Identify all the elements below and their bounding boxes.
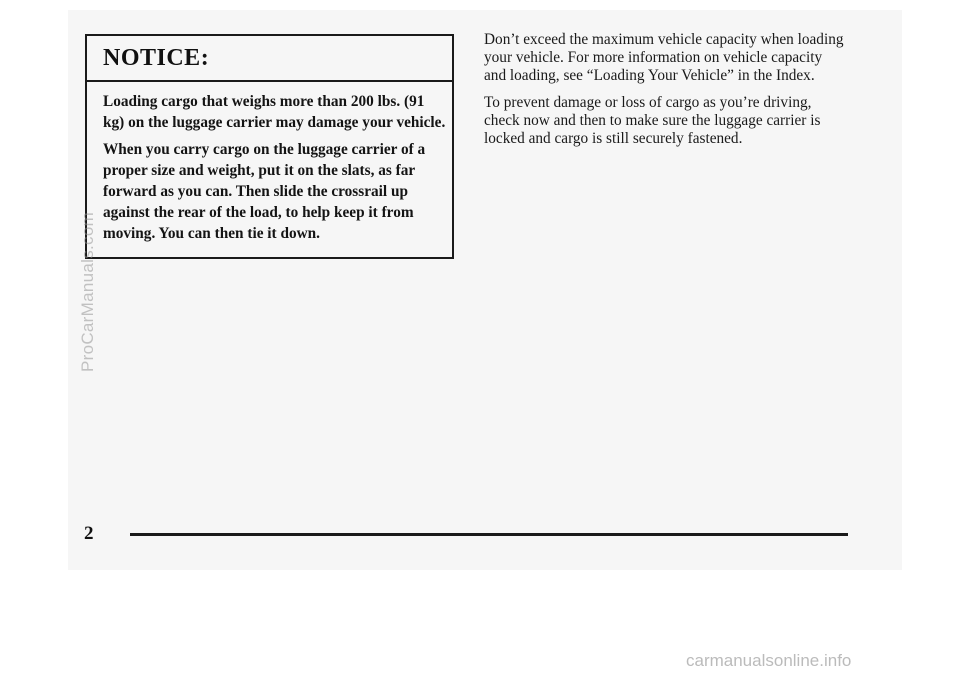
notice-paragraph-loading-instructions: When you carry cargo on the luggage carrier of a proper size and weight, put it on the slats, as far forward as you can. Then slide the crossrail up against the rear of the load, to help keep it from moving. You can then tie it down.: [103, 141, 426, 242]
watermark-procarmanuals: ProCarManuals.com: [78, 211, 97, 372]
paragraph-prevent-damage: To prevent damage or loss of cargo as you’re driving, check now and then to make sure the luggage carrier is locked and cargo is still securely fastened.: [484, 94, 821, 147]
paragraph-vehicle-capacity: Don’t exceed the maximum vehicle capacity when loading your vehicle. For more information on vehicle capacity and loading, see “Loading Your Vehicle” in the Index.: [484, 31, 844, 84]
footer-rule: [130, 533, 848, 536]
notice-title: NOTICE:: [103, 45, 210, 71]
notice-box: [85, 34, 454, 259]
right-column-text: [484, 31, 844, 157]
notice-body: [103, 91, 449, 250]
notice-paragraph-weight-limit: Loading cargo that weighs more than 200 lbs. (91 kg) on the luggage carrier may damage your vehicle.: [103, 93, 446, 131]
watermark-carmanualsonline: carmanualsonline.info: [686, 651, 852, 670]
notice-header: [87, 36, 452, 82]
page-number: 2: [84, 523, 94, 544]
